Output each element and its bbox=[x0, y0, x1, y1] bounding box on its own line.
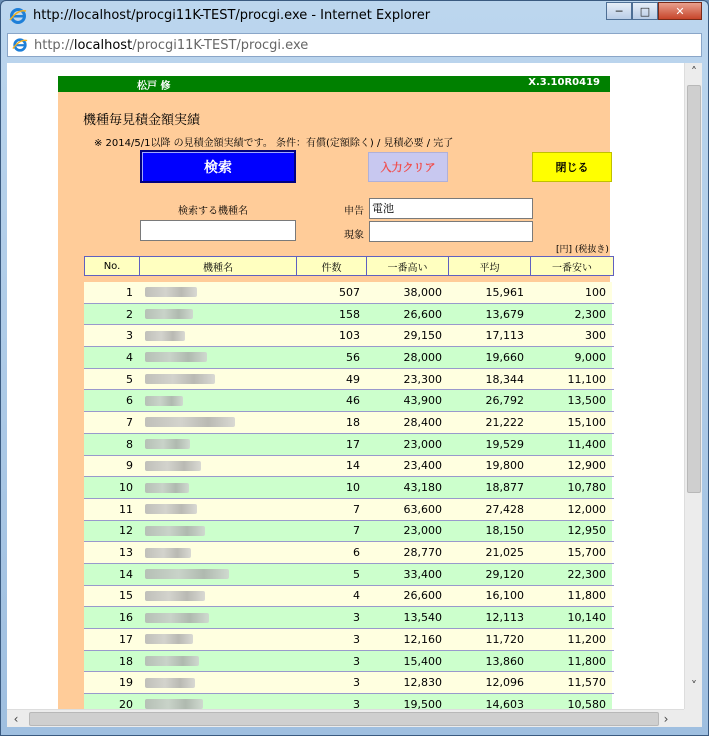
row-max-cell: 28,000 bbox=[366, 347, 448, 368]
header-no[interactable]: No. bbox=[85, 257, 140, 275]
row-min-cell: 15,100 bbox=[530, 412, 612, 433]
row-model-cell bbox=[139, 282, 296, 303]
row-max-cell: 13,540 bbox=[366, 607, 448, 628]
row-model-cell bbox=[139, 564, 296, 585]
row-max-cell: 26,600 bbox=[366, 586, 448, 607]
row-model-cell bbox=[139, 434, 296, 455]
row-model-cell bbox=[139, 607, 296, 628]
table-row bbox=[84, 456, 614, 478]
row-model-cell bbox=[139, 499, 296, 520]
vertical-scroll-thumb[interactable] bbox=[687, 85, 701, 493]
row-max-cell: 19,500 bbox=[366, 694, 448, 709]
table-row bbox=[84, 607, 614, 629]
model-search-label: 検索する機種名 bbox=[178, 206, 248, 217]
table-row bbox=[84, 651, 614, 673]
row-max-cell: 43,900 bbox=[366, 390, 448, 411]
page-viewport bbox=[7, 63, 684, 709]
row-count-cell: 3 bbox=[296, 694, 366, 709]
horizontal-scrollbar[interactable] bbox=[7, 709, 684, 727]
row-no-cell: 13 bbox=[84, 542, 139, 563]
scroll-right-icon[interactable]: › bbox=[663, 712, 669, 726]
row-no-cell: 15 bbox=[84, 586, 139, 607]
table-row bbox=[84, 325, 614, 347]
redacted-model-name bbox=[145, 309, 193, 319]
redacted-model-name bbox=[145, 374, 215, 384]
row-avg-cell: 17,113 bbox=[448, 325, 530, 346]
redacted-model-name bbox=[145, 634, 193, 644]
row-max-cell: 23,300 bbox=[366, 369, 448, 390]
header-max[interactable]: 一番高い bbox=[367, 257, 449, 275]
row-no-cell: 1 bbox=[84, 282, 139, 303]
row-min-cell: 9,000 bbox=[530, 347, 612, 368]
redacted-model-name bbox=[145, 548, 191, 558]
row-min-cell: 12,000 bbox=[530, 499, 612, 520]
table-row bbox=[84, 282, 614, 304]
scrollbar-corner bbox=[684, 709, 702, 727]
table-row bbox=[84, 434, 614, 456]
clear-input-button[interactable]: 入力クリア bbox=[368, 152, 448, 182]
row-max-cell: 23,400 bbox=[366, 456, 448, 477]
table-row bbox=[84, 564, 614, 586]
scroll-down-icon[interactable]: ˅ bbox=[691, 679, 697, 693]
row-no-cell: 18 bbox=[84, 651, 139, 672]
redacted-model-name bbox=[145, 352, 207, 362]
row-model-cell bbox=[139, 542, 296, 563]
row-count-cell: 49 bbox=[296, 369, 366, 390]
redacted-model-name bbox=[145, 569, 229, 579]
row-min-cell: 11,800 bbox=[530, 651, 612, 672]
phenomenon-label: 現象 bbox=[344, 230, 364, 241]
row-avg-cell: 26,792 bbox=[448, 390, 530, 411]
minimize-button[interactable]: ─ bbox=[606, 2, 632, 20]
row-model-cell bbox=[139, 629, 296, 650]
row-avg-cell: 13,860 bbox=[448, 651, 530, 672]
row-model-cell bbox=[139, 672, 296, 693]
row-min-cell: 10,780 bbox=[530, 477, 612, 498]
row-min-cell: 11,400 bbox=[530, 434, 612, 455]
redacted-model-name bbox=[145, 396, 183, 406]
row-no-cell: 16 bbox=[84, 607, 139, 628]
row-count-cell: 5 bbox=[296, 564, 366, 585]
row-avg-cell: 21,025 bbox=[448, 542, 530, 563]
row-max-cell: 43,180 bbox=[366, 477, 448, 498]
results-table bbox=[84, 282, 614, 709]
table-row bbox=[84, 477, 614, 499]
row-avg-cell: 18,344 bbox=[448, 369, 530, 390]
row-count-cell: 4 bbox=[296, 586, 366, 607]
row-min-cell: 12,950 bbox=[530, 521, 612, 542]
row-min-cell: 10,580 bbox=[530, 694, 612, 709]
row-min-cell: 22,300 bbox=[530, 564, 612, 585]
table-row bbox=[84, 412, 614, 434]
row-count-cell: 103 bbox=[296, 325, 366, 346]
row-no-cell: 8 bbox=[84, 434, 139, 455]
row-count-cell: 17 bbox=[296, 434, 366, 455]
row-count-cell: 3 bbox=[296, 607, 366, 628]
report-page bbox=[58, 76, 610, 709]
row-avg-cell: 29,120 bbox=[448, 564, 530, 585]
row-model-cell bbox=[139, 694, 296, 709]
table-row bbox=[84, 347, 614, 369]
window-controls bbox=[606, 2, 702, 21]
header-model[interactable]: 機種名 bbox=[140, 257, 297, 275]
redacted-model-name bbox=[145, 656, 199, 666]
header-min[interactable]: 一番安い bbox=[531, 257, 613, 275]
row-max-cell: 28,400 bbox=[366, 412, 448, 433]
row-model-cell bbox=[139, 304, 296, 325]
row-count-cell: 10 bbox=[296, 477, 366, 498]
row-avg-cell: 18,877 bbox=[448, 477, 530, 498]
close-window-button[interactable]: ✕ bbox=[658, 2, 702, 20]
row-avg-cell: 19,529 bbox=[448, 434, 530, 455]
report-input[interactable]: 電池 bbox=[369, 198, 533, 219]
scroll-up-icon[interactable]: ˄ bbox=[691, 65, 697, 79]
row-max-cell: 29,150 bbox=[366, 325, 448, 346]
row-min-cell: 300 bbox=[530, 325, 612, 346]
row-no-cell: 6 bbox=[84, 390, 139, 411]
internet-explorer-icon bbox=[12, 37, 28, 53]
row-count-cell: 7 bbox=[296, 499, 366, 520]
row-no-cell: 2 bbox=[84, 304, 139, 325]
page-title: 機種毎見積金額実績 bbox=[83, 113, 201, 128]
row-max-cell: 28,770 bbox=[366, 542, 448, 563]
row-max-cell: 63,600 bbox=[366, 499, 448, 520]
table-row bbox=[84, 304, 614, 326]
row-avg-cell: 12,096 bbox=[448, 672, 530, 693]
row-avg-cell: 18,150 bbox=[448, 521, 530, 542]
row-model-cell bbox=[139, 412, 296, 433]
row-model-cell bbox=[139, 651, 296, 672]
header-avg[interactable]: 平均 bbox=[449, 257, 531, 275]
row-avg-cell: 13,679 bbox=[448, 304, 530, 325]
internet-explorer-icon bbox=[9, 7, 27, 25]
row-model-cell bbox=[139, 477, 296, 498]
row-max-cell: 12,160 bbox=[366, 629, 448, 650]
row-model-cell bbox=[139, 390, 296, 411]
report-label: 申告 bbox=[344, 206, 364, 217]
row-min-cell: 12,900 bbox=[530, 456, 612, 477]
redacted-model-name bbox=[145, 287, 197, 297]
redacted-model-name bbox=[145, 613, 209, 623]
row-min-cell: 2,300 bbox=[530, 304, 612, 325]
vertical-scrollbar[interactable] bbox=[684, 63, 702, 709]
redacted-model-name bbox=[145, 461, 201, 471]
window-title: http://localhost/procgi11K-TEST/procgi.exe - Internet Explorer bbox=[33, 8, 431, 23]
table-row bbox=[84, 369, 614, 391]
row-no-cell: 14 bbox=[84, 564, 139, 585]
row-count-cell: 3 bbox=[296, 629, 366, 650]
table-row bbox=[84, 521, 614, 543]
unit-note: [円] (税抜き) bbox=[556, 245, 609, 255]
phenomenon-input[interactable] bbox=[369, 221, 533, 242]
row-model-cell bbox=[139, 586, 296, 607]
condition-note: ※ 2014/5/1以降 の見積金額実績です。 条件：有償(定額除く) / 見積必要 / 完了 bbox=[94, 138, 454, 149]
row-no-cell: 11 bbox=[84, 499, 139, 520]
table-row bbox=[84, 390, 614, 412]
row-count-cell: 46 bbox=[296, 390, 366, 411]
row-count-cell: 7 bbox=[296, 521, 366, 542]
row-max-cell: 23,000 bbox=[366, 521, 448, 542]
maximize-button[interactable]: □ bbox=[632, 2, 658, 20]
row-model-cell bbox=[139, 521, 296, 542]
redacted-model-name bbox=[145, 483, 189, 493]
header-count[interactable]: 件数 bbox=[297, 257, 367, 275]
row-max-cell: 38,000 bbox=[366, 282, 448, 303]
row-min-cell: 10,140 bbox=[530, 607, 612, 628]
close-button[interactable]: 閉じる bbox=[532, 152, 612, 182]
redacted-model-name bbox=[145, 678, 195, 688]
model-search-input[interactable] bbox=[140, 220, 296, 241]
title-bar bbox=[1, 1, 708, 31]
redacted-model-name bbox=[145, 504, 197, 514]
row-count-cell: 56 bbox=[296, 347, 366, 368]
table-row bbox=[84, 499, 614, 521]
row-max-cell: 26,600 bbox=[366, 304, 448, 325]
horizontal-scroll-thumb[interactable] bbox=[29, 712, 659, 726]
row-avg-cell: 11,720 bbox=[448, 629, 530, 650]
row-count-cell: 507 bbox=[296, 282, 366, 303]
row-no-cell: 4 bbox=[84, 347, 139, 368]
row-max-cell: 12,830 bbox=[366, 672, 448, 693]
row-avg-cell: 16,100 bbox=[448, 586, 530, 607]
address-url: http://localhost/procgi11K-TEST/procgi.exe bbox=[34, 38, 309, 53]
row-max-cell: 15,400 bbox=[366, 651, 448, 672]
table-header bbox=[84, 256, 614, 276]
row-model-cell bbox=[139, 347, 296, 368]
redacted-model-name bbox=[145, 526, 205, 536]
row-no-cell: 10 bbox=[84, 477, 139, 498]
address-bar[interactable] bbox=[7, 33, 702, 57]
table-row bbox=[84, 672, 614, 694]
row-no-cell: 7 bbox=[84, 412, 139, 433]
row-max-cell: 23,000 bbox=[366, 434, 448, 455]
scroll-left-icon[interactable]: ‹ bbox=[13, 712, 19, 726]
table-row bbox=[84, 542, 614, 564]
row-avg-cell: 21,222 bbox=[448, 412, 530, 433]
search-button[interactable]: 検索 bbox=[140, 150, 296, 183]
row-no-cell: 19 bbox=[84, 672, 139, 693]
row-no-cell: 12 bbox=[84, 521, 139, 542]
row-max-cell: 33,400 bbox=[366, 564, 448, 585]
row-model-cell bbox=[139, 456, 296, 477]
redacted-model-name bbox=[145, 417, 235, 427]
table-row bbox=[84, 694, 614, 709]
redacted-model-name bbox=[145, 591, 205, 601]
row-avg-cell: 19,800 bbox=[448, 456, 530, 477]
row-model-cell bbox=[139, 325, 296, 346]
row-no-cell: 5 bbox=[84, 369, 139, 390]
row-no-cell: 20 bbox=[84, 694, 139, 709]
row-model-cell bbox=[139, 369, 296, 390]
row-avg-cell: 15,961 bbox=[448, 282, 530, 303]
row-min-cell: 11,200 bbox=[530, 629, 612, 650]
redacted-model-name bbox=[145, 699, 203, 709]
row-count-cell: 18 bbox=[296, 412, 366, 433]
header-bar bbox=[58, 76, 610, 92]
row-avg-cell: 27,428 bbox=[448, 499, 530, 520]
row-min-cell: 11,800 bbox=[530, 586, 612, 607]
row-min-cell: 100 bbox=[530, 282, 612, 303]
row-count-cell: 14 bbox=[296, 456, 366, 477]
table-row bbox=[84, 586, 614, 608]
version-label: X.3.10R0419 bbox=[528, 77, 600, 88]
row-avg-cell: 19,660 bbox=[448, 347, 530, 368]
row-min-cell: 11,570 bbox=[530, 672, 612, 693]
table-row bbox=[84, 629, 614, 651]
row-min-cell: 11,100 bbox=[530, 369, 612, 390]
row-min-cell: 13,500 bbox=[530, 390, 612, 411]
row-count-cell: 3 bbox=[296, 672, 366, 693]
row-no-cell: 9 bbox=[84, 456, 139, 477]
row-count-cell: 6 bbox=[296, 542, 366, 563]
row-count-cell: 158 bbox=[296, 304, 366, 325]
redacted-model-name bbox=[145, 439, 190, 449]
row-no-cell: 3 bbox=[84, 325, 139, 346]
row-count-cell: 3 bbox=[296, 651, 366, 672]
row-min-cell: 15,700 bbox=[530, 542, 612, 563]
row-no-cell: 17 bbox=[84, 629, 139, 650]
row-avg-cell: 14,603 bbox=[448, 694, 530, 709]
row-avg-cell: 12,113 bbox=[448, 607, 530, 628]
redacted-model-name bbox=[145, 331, 185, 341]
user-name: 松戸 修 bbox=[137, 81, 171, 92]
